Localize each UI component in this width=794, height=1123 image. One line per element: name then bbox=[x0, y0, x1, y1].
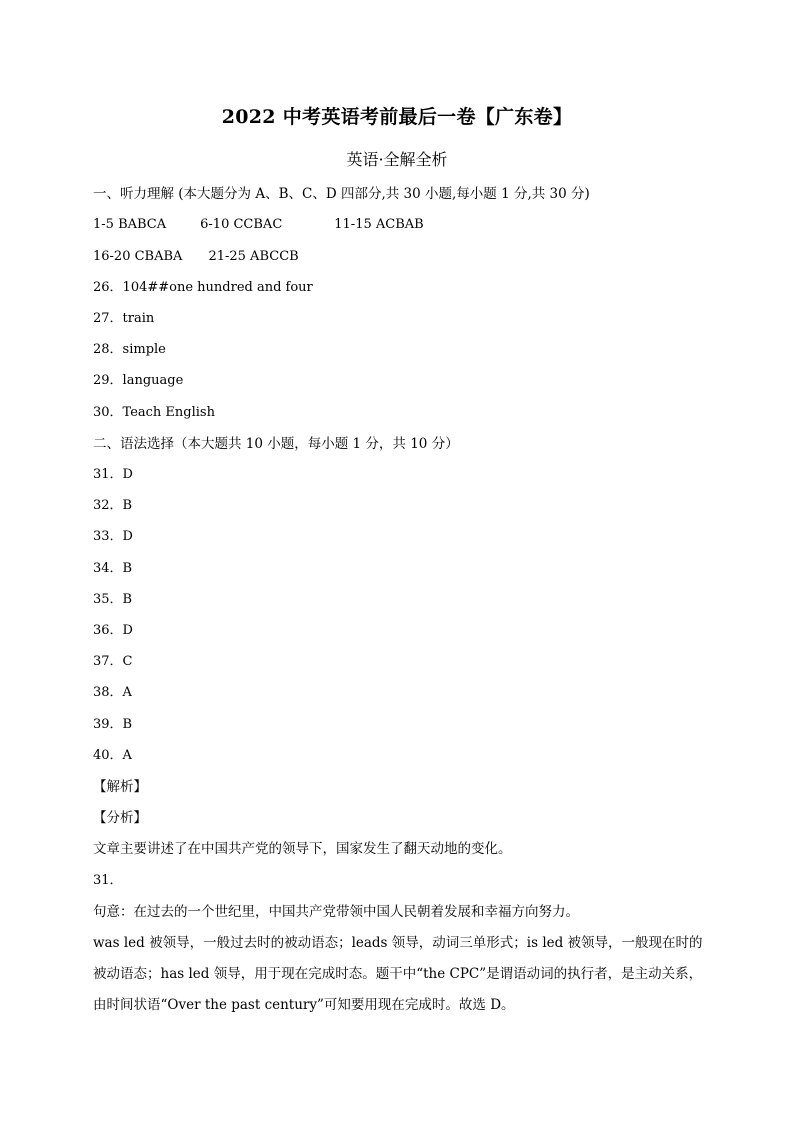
grammar-answer: 33．D bbox=[93, 529, 133, 544]
grammar-answer: 37．C bbox=[93, 654, 133, 669]
section1-heading: 一、听力理解 (本大题分为 A、B、C、D 四部分,共 30 小题,每小题 1 分,共 30 分) bbox=[93, 186, 590, 202]
grammar-answer: 32．B bbox=[93, 498, 133, 513]
grammar-answer: 40．A bbox=[93, 748, 132, 763]
explanation-line: 被动语态；has led 领导，用于现在完成时态。题干中“the CPC”是谓语动词的执行者，是主动关系， bbox=[93, 966, 703, 982]
grammar-answer: 31．D bbox=[93, 467, 133, 482]
answer-row-2 bbox=[93, 248, 299, 266]
fill-answer: 29．language bbox=[93, 373, 184, 388]
fill-answer: 27．train bbox=[93, 311, 155, 326]
question-number: 31． bbox=[93, 873, 123, 888]
page-subtitle: 英语·全解全析 bbox=[346, 150, 448, 169]
answer-group: 6-10 CCBAC bbox=[200, 217, 283, 232]
grammar-answer: 39．B bbox=[93, 717, 133, 732]
explanation-line: was led 被领导，一般过去时的被动语态；leads 领导，动词三单形式；is led 被领导，一般现在时的 bbox=[93, 935, 703, 951]
grammar-answer: 34．B bbox=[93, 561, 133, 576]
fill-answer: 30．Teach English bbox=[93, 405, 215, 420]
jiexi-label: 【解析】 bbox=[93, 779, 147, 795]
answer-group: 1-5 BABCA bbox=[93, 217, 167, 232]
answer-group: 16-20 CBABA bbox=[93, 249, 183, 264]
sentence-meaning: 句意：在过去的一个世纪里，中国共产党带领中国人民朝着发展和幸福方向努力。 bbox=[93, 904, 579, 920]
page-title: 2022 中考英语考前最后一卷【广东卷】 bbox=[221, 106, 573, 128]
answer-group: 11-15 ACBAB bbox=[334, 217, 424, 232]
grammar-answer: 35．B bbox=[93, 592, 133, 607]
section2-heading: 二、语法选择（本大题共 10 小题，每小题 1 分，共 10 分） bbox=[93, 436, 459, 452]
fenxi-label: 【分析】 bbox=[93, 810, 147, 826]
analysis-summary: 文章主要讲述了在中国共产党的领导下，国家发生了翻天动地的变化。 bbox=[93, 841, 512, 857]
answer-row-1 bbox=[93, 216, 424, 234]
grammar-answer: 38．A bbox=[93, 685, 132, 700]
fill-answer: 26．104##one hundred and four bbox=[93, 280, 313, 295]
explanation-line: 由时间状语“Over the past century”可知要用现在完成时。故选 D。 bbox=[93, 997, 515, 1013]
answer-group: 21-25 ABCCB bbox=[208, 249, 299, 264]
grammar-answer: 36．D bbox=[93, 623, 133, 638]
fill-answer: 28．simple bbox=[93, 342, 166, 357]
